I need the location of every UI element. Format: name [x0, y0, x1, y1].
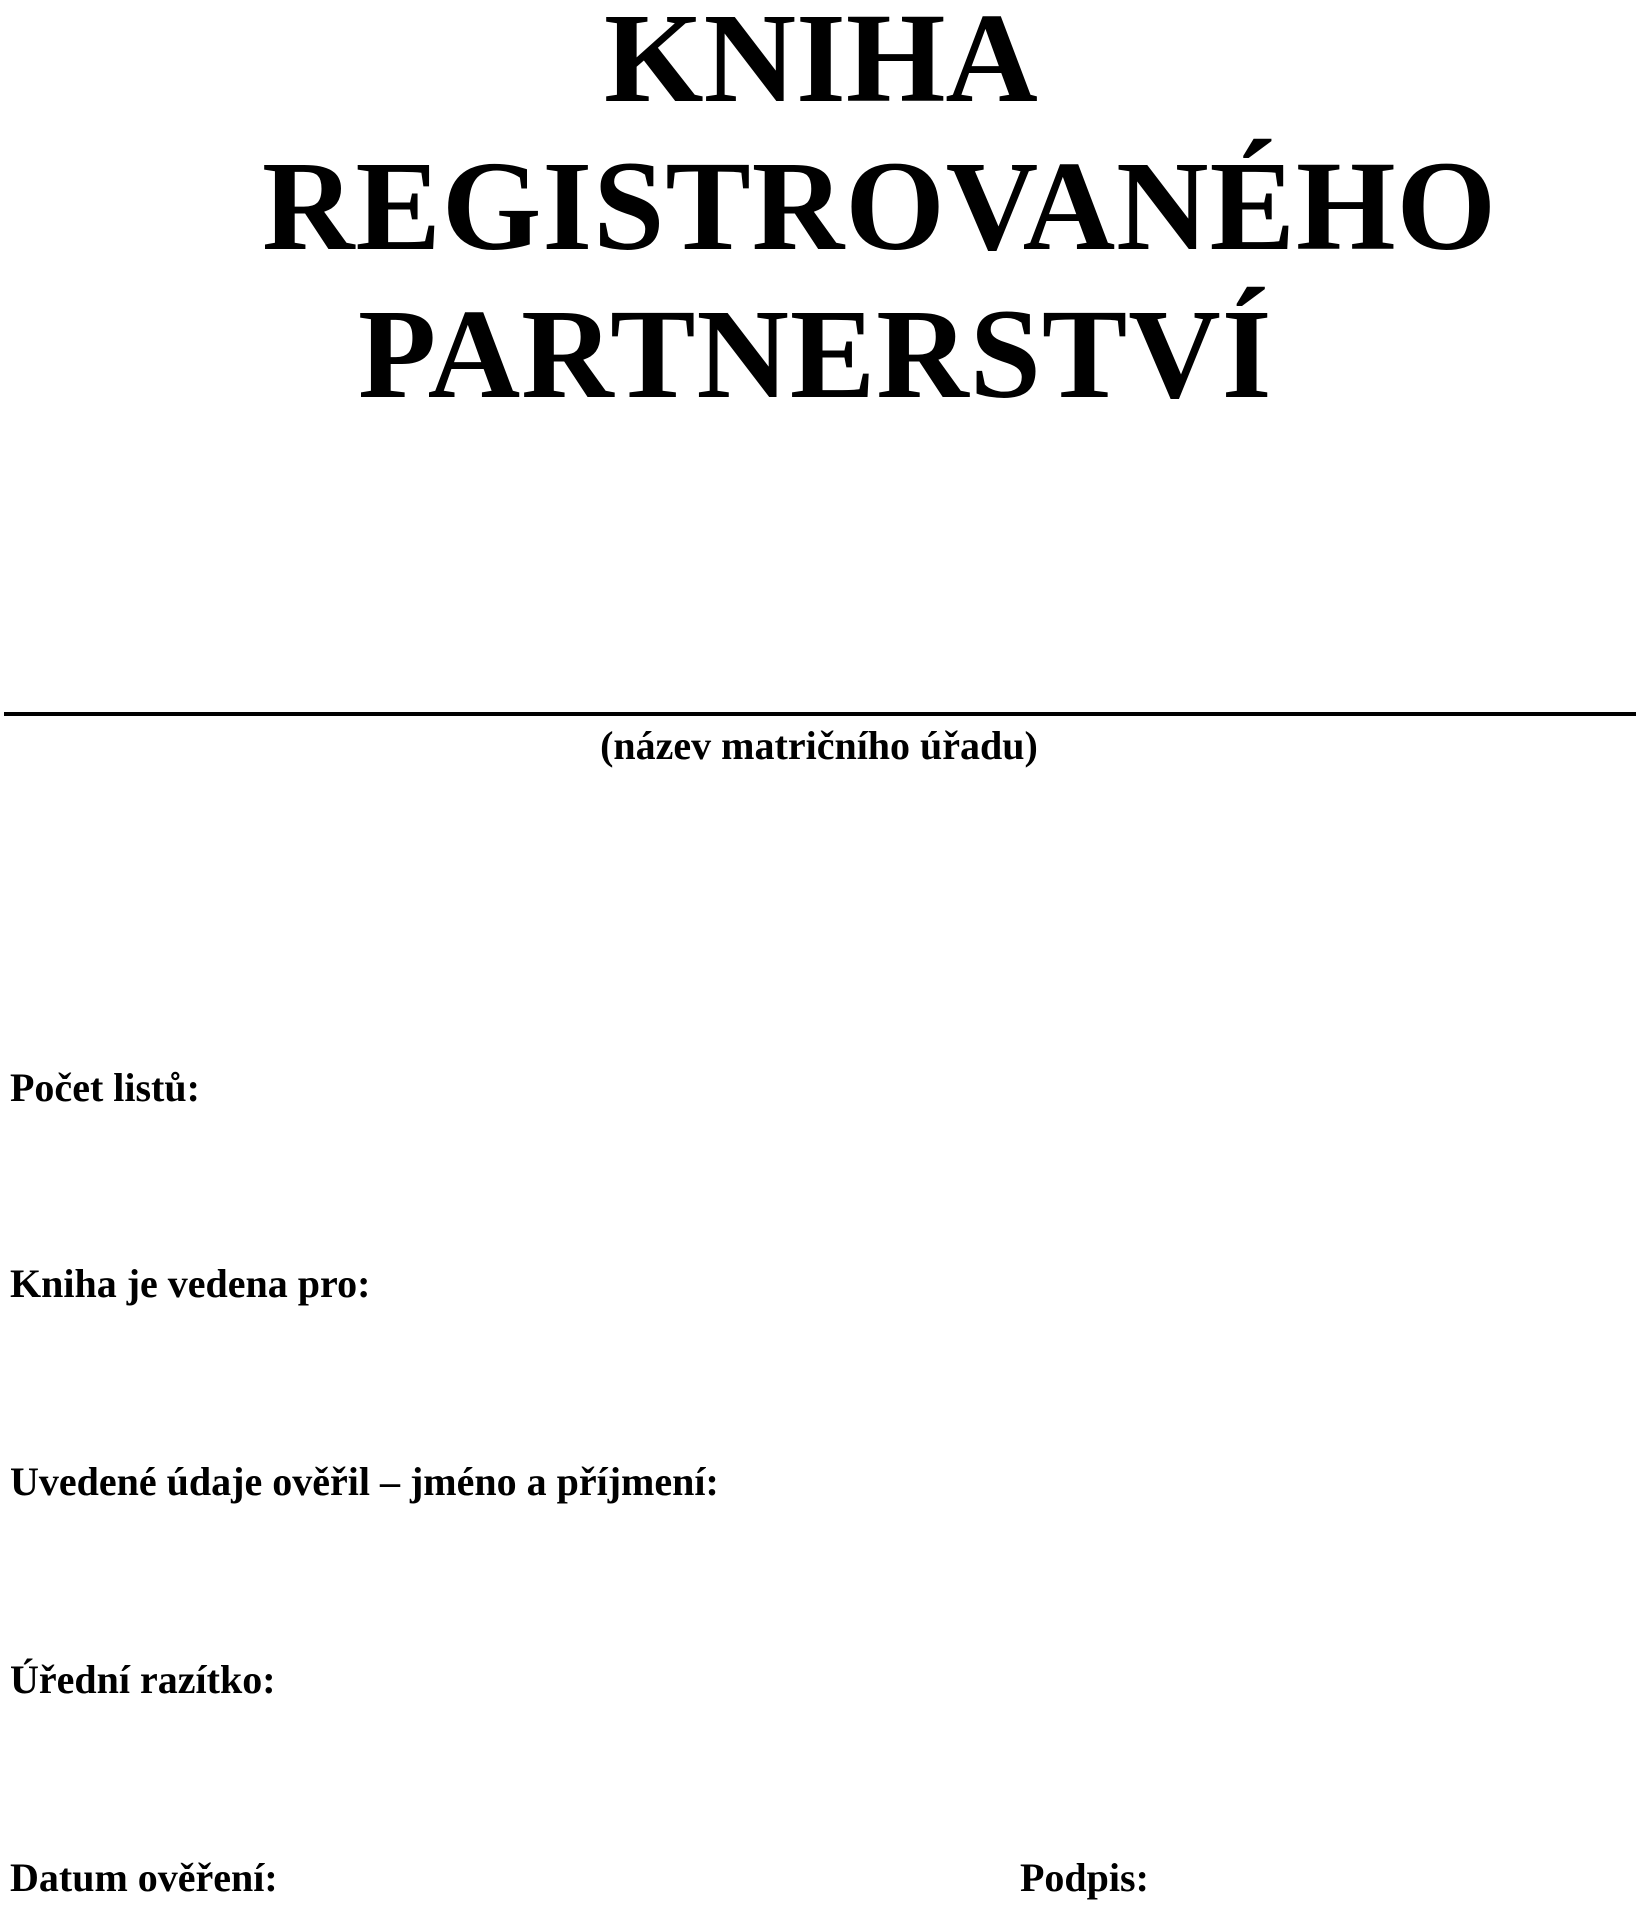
- official-stamp-label: Úřední razítko:: [10, 1657, 276, 1702]
- office-name-underline: [4, 712, 1636, 716]
- title-line-1: KNIHA: [604, 0, 1038, 129]
- verification-date-label: Datum ověření:: [10, 1855, 278, 1900]
- kept-for-label: Kniha je vedena pro:: [10, 1261, 371, 1306]
- sheet-count-label: Počet listů:: [10, 1065, 200, 1110]
- office-name-caption-text: (název matričního úřadu): [600, 723, 1038, 768]
- verified-by-label: Uvedené údaje ověřil – jméno a příjmení:: [10, 1459, 719, 1504]
- title-line-3: PARTNERSTVÍ: [358, 283, 1273, 425]
- office-name-caption: [0, 724, 1638, 768]
- title-line-2: REGISTROVANÉHO: [262, 135, 1498, 277]
- signature-label: Podpis:: [1020, 1855, 1149, 1900]
